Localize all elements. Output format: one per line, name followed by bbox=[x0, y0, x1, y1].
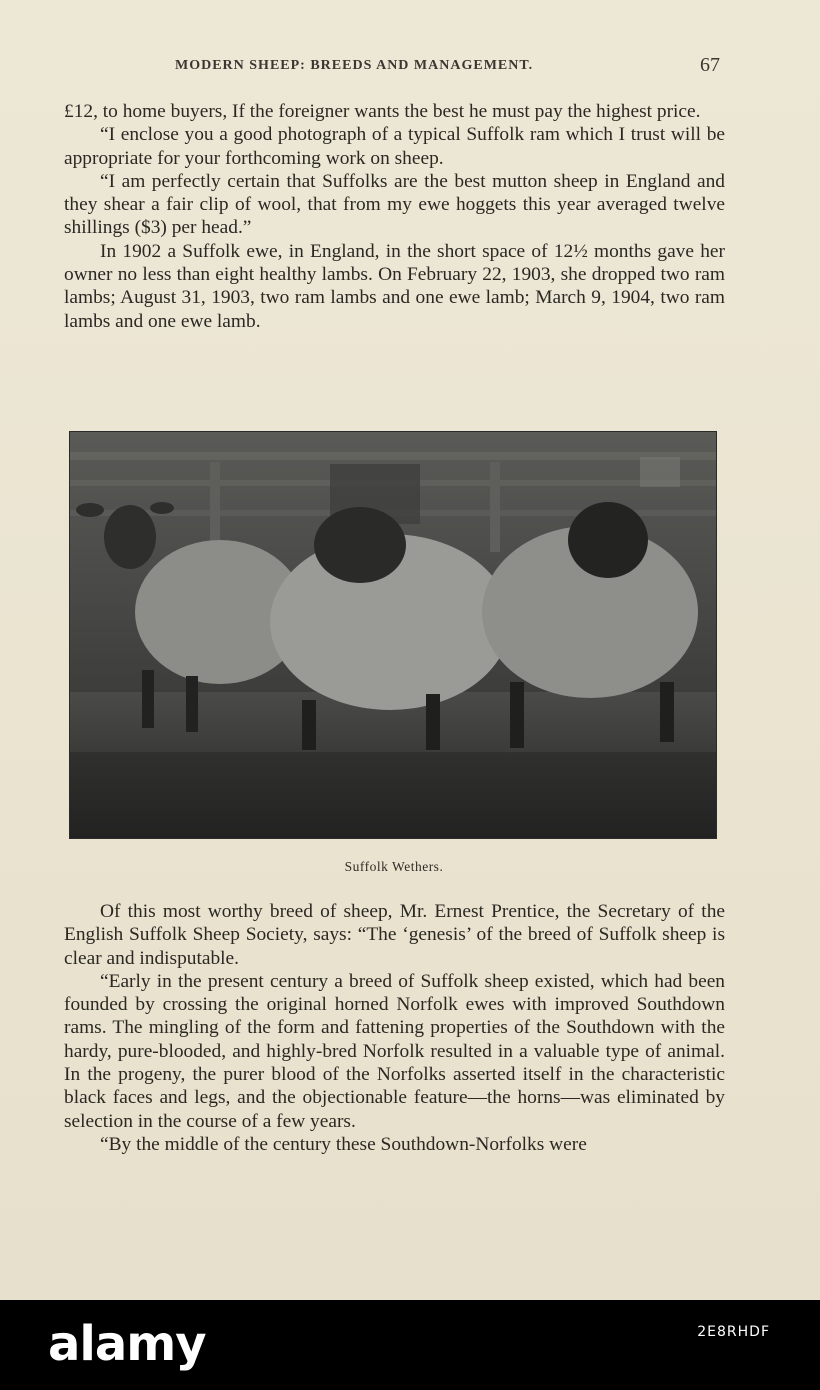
bottom-text-block bbox=[64, 900, 725, 1156]
page-number: 67 bbox=[700, 54, 720, 76]
paragraph: “Early in the present century a breed of Suffolk sheep existed, which had been founded by crossing the original horned Norfolk ewes with improved Southdown rams. The mingling of the form and fattening properties of the Southdown with the hardy, pure-blooded, and highly-bred Norfolk resulted in a valuable type of animal. In the progeny, the purer blood of the Norfolks asserted itself in the characteristic black faces and legs, and the objectionable feature—the horns—was eliminated by selection in the course of a few years. bbox=[64, 970, 725, 1132]
paragraph: £12, to home buyers, If the foreigner wants the best he must pay the highest price. bbox=[64, 101, 701, 122]
top-text-block bbox=[64, 100, 725, 333]
image-id-label: 2E8RHDF bbox=[697, 1324, 770, 1340]
sheep-photograph bbox=[69, 431, 717, 839]
paragraph: “I am perfectly certain that Suffolks are the best mutton sheep in England and they shear a fair clip of wool, that from my ewe hoggets this year averaged twelve shillings ($3) per head.” bbox=[64, 170, 725, 239]
figure-caption: Suffolk Wethers. bbox=[344, 859, 444, 874]
paragraph: In 1902 a Suffolk ewe, in England, in the short space of 12½ months gave her owner no less than eight healthy lambs. On February 22, 1903, she dropped two ram lambs; August 31, 1903, two ram lambs and one ewe lamb; March 9, 1904, two ram lambs and one ewe lamb. bbox=[64, 240, 725, 332]
alamy-logo: alamy bbox=[48, 1316, 206, 1372]
paragraph: “I enclose you a good photograph of a typical Suffolk ram which I trust will be appropriate for your forthcoming work on sheep. bbox=[64, 124, 725, 169]
running-title: MODERN SHEEP: BREEDS AND MANAGEMENT. bbox=[175, 58, 534, 73]
sheep-photo-illustration bbox=[70, 432, 716, 838]
paragraph: “By the middle of the century these Southdown-Norfolks were bbox=[100, 1133, 587, 1155]
paragraph: Of this most worthy breed of sheep, Mr. Ernest Prentice, the Secretary of the English Suffolk Sheep Society, says: “The ‘genesis’ of the breed of Suffolk sheep is clear and indisputable. bbox=[64, 901, 725, 969]
